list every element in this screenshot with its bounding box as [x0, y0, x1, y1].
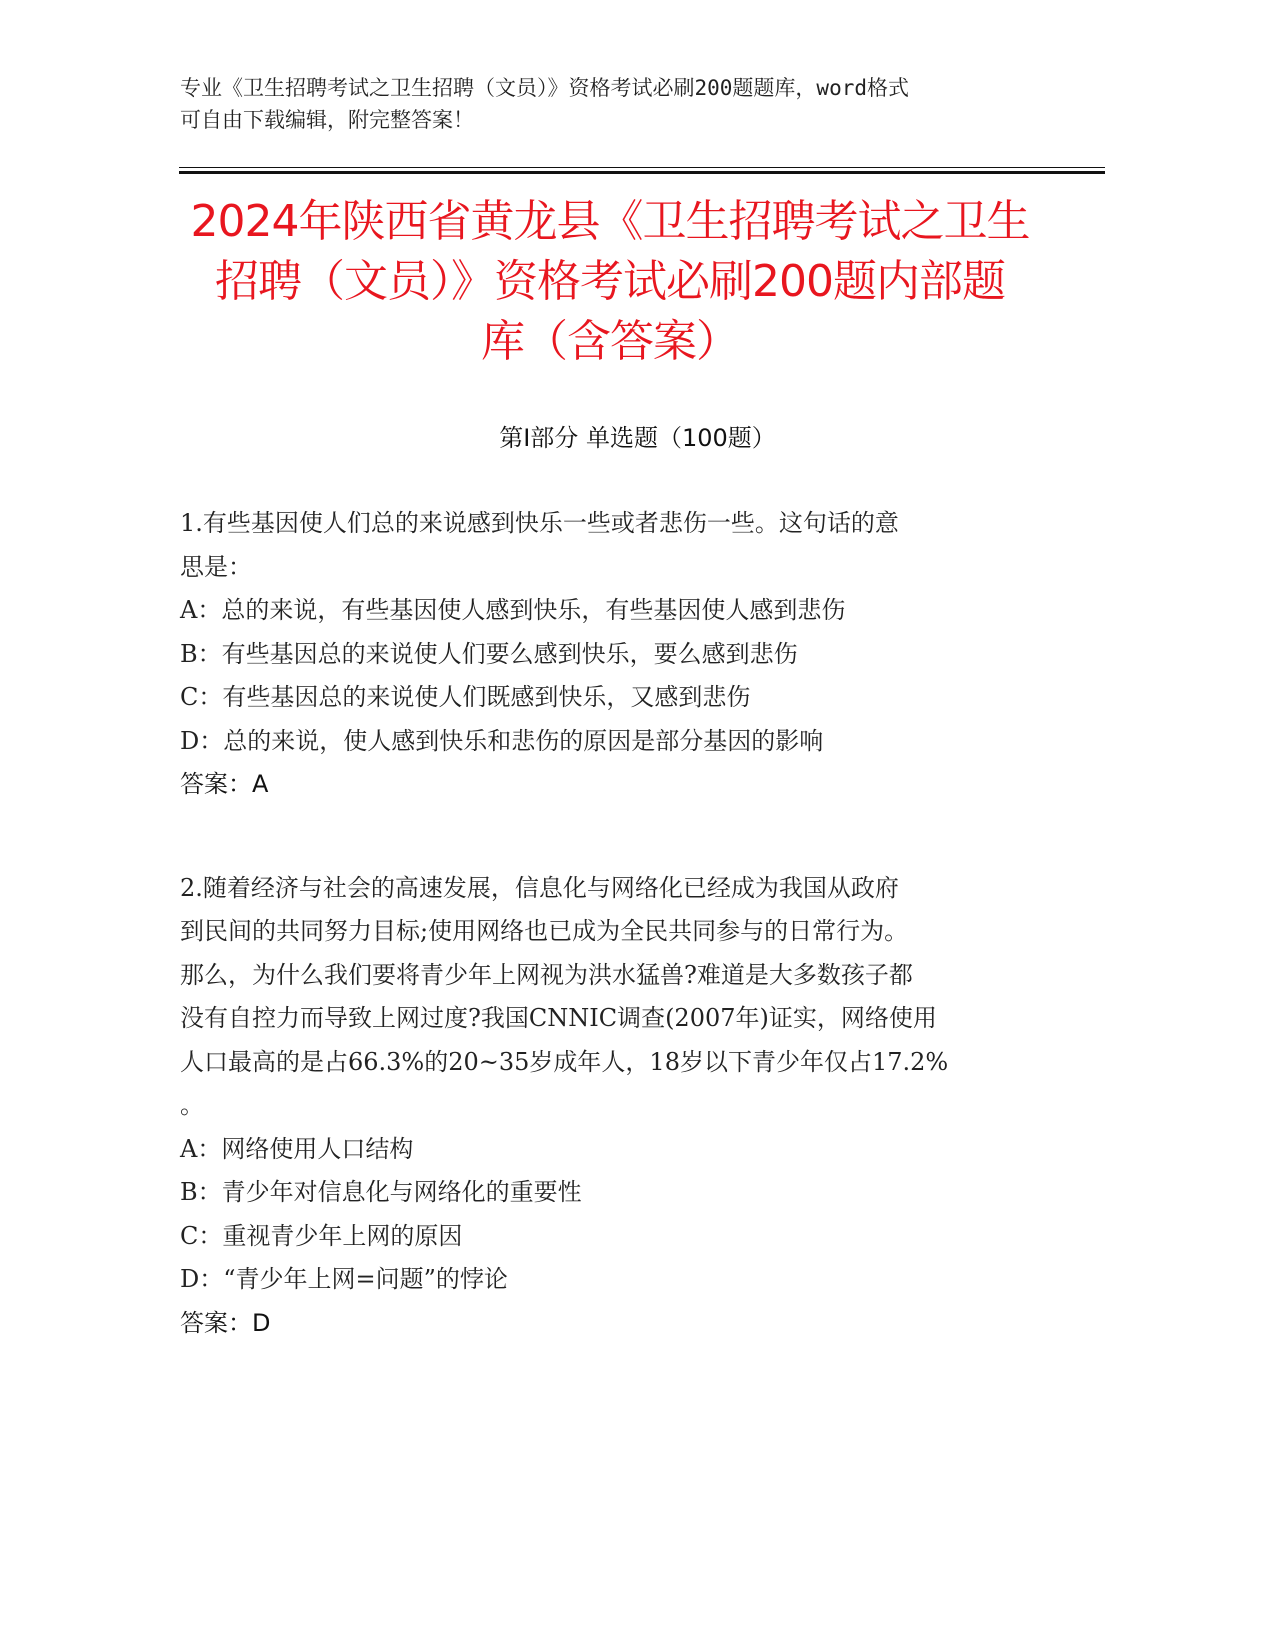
- header-divider-thin: [179, 167, 1105, 168]
- question-stem-line: 到民间的共同努力目标;使用网络也已成为全民共同参与的日常行为。: [180, 917, 909, 945]
- document-title-line-3: 库（含答案）: [481, 316, 739, 367]
- header-note: [180, 72, 1060, 136]
- question-stem-line: 1.有些基因使人们总的来说感到快乐一些或者悲伤一些。这句话的意: [180, 509, 899, 537]
- question-1: [180, 502, 1040, 807]
- document-title: [160, 192, 1060, 372]
- answer-label: 答案：A: [180, 770, 269, 798]
- header-note-line-2: 可自由下载编辑，附完整答案！: [180, 108, 474, 132]
- question-stem-line: 思是：: [180, 552, 252, 581]
- option-d: D：总的来说，使人感到快乐和悲伤的原因是部分基因的影响: [180, 726, 824, 755]
- question-list: [180, 502, 1040, 1405]
- option-d: D：“青少年上网=问题”的悖论: [180, 1265, 508, 1293]
- option-b: B：青少年对信息化与网络化的重要性: [180, 1178, 582, 1206]
- document-title-line-1: 2024年陕西省黄龙县《卫生招聘考试之卫生: [190, 196, 1030, 247]
- option-c: C：重视青少年上网的原因: [180, 1221, 463, 1250]
- question-stem-line: 人口最高的是占66.3%的20~35岁成年人，18岁以下青少年仅占17.2%: [180, 1047, 949, 1076]
- option-c: C：有些基因总的来说使人们既感到快乐，又感到悲伤: [180, 683, 751, 711]
- question-stem-line: 2.随着经济与社会的高速发展，信息化与网络化已经成为我国从政府: [180, 873, 899, 902]
- header-note-line-1: 专业《卫生招聘考试之卫生招聘（文员）》资格考试必刷200题题库，word格式: [180, 76, 909, 100]
- section-title: 第Ⅰ部分 单选题（100题）: [499, 424, 776, 452]
- question-stem-line: 没有自控力而导致上网过度?我国CNNIC调查(2007年)证实，网络使用: [180, 1004, 937, 1032]
- option-a: A：网络使用人口结构: [180, 1134, 414, 1163]
- header-divider-thick: [179, 171, 1105, 174]
- question-stem-line: 。: [180, 1091, 204, 1119]
- answer-label: 答案：D: [180, 1308, 271, 1337]
- question-stem-line: 那么，为什么我们要将青少年上网视为洪水猛兽?难道是大多数孩子都: [180, 960, 913, 989]
- question-2: [180, 867, 1040, 1346]
- option-b: B：有些基因总的来说使人们要么感到快乐，要么感到悲伤: [180, 639, 798, 668]
- document-title-line-2: 招聘（文员）》资格考试必刷200题内部题: [215, 256, 1005, 307]
- option-a: A：总的来说，有些基因使人感到快乐，有些基因使人感到悲伤: [180, 596, 846, 624]
